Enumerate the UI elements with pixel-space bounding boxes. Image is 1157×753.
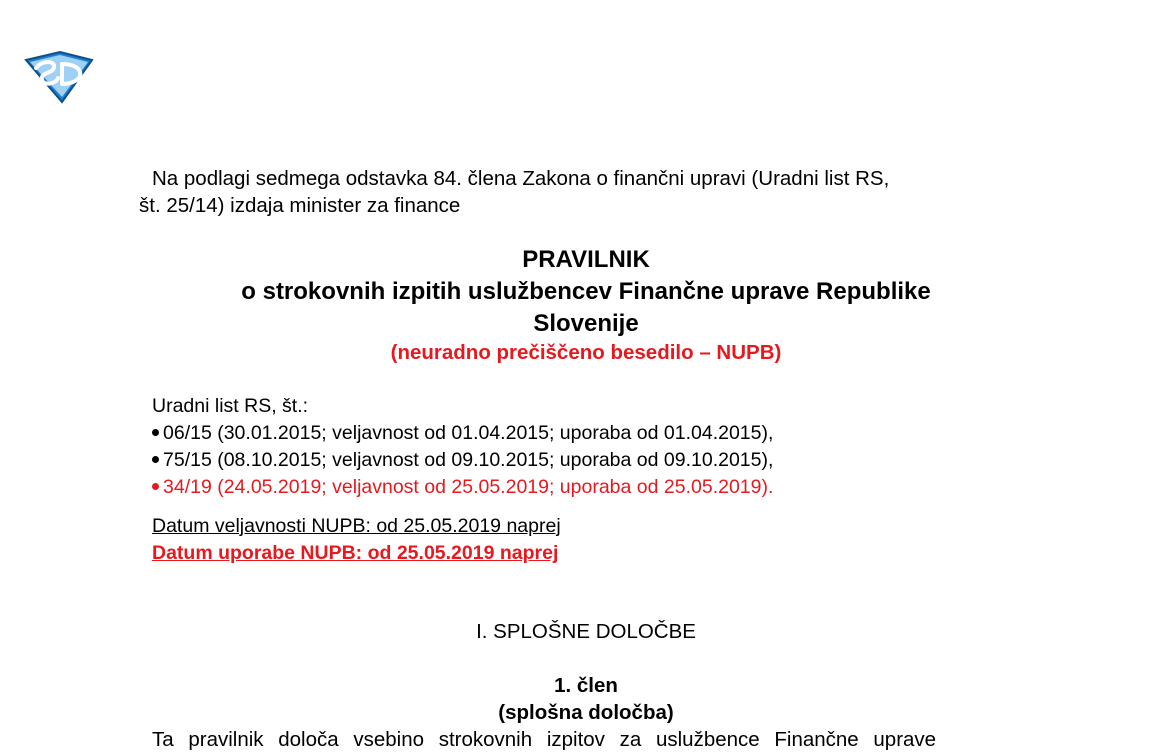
- gazette-heading: Uradni list RS, št.:: [152, 395, 309, 417]
- intro-line-2: št. 25/14) izdaja minister za finance: [139, 194, 461, 217]
- document-title: PRAVILNIK: [522, 246, 650, 273]
- application-date: Datum uporabe NUPB: od 25.05.2019 naprej: [152, 542, 559, 564]
- gazette-item: 75/15 (08.10.2015; veljavnost od 09.10.2015; uporaba od 09.10.2015),: [152, 447, 773, 474]
- document-title-line-3: Slovenije: [533, 310, 639, 337]
- article-text: Ta pravilnik določa vsebino strokovnih izpitov za uslužbence Finančne uprave: [152, 728, 937, 751]
- gazette-item: 34/19 (24.05.2019; veljavnost od 25.05.2019; uporaba od 25.05.2019).: [152, 474, 773, 501]
- bullet-icon: [152, 483, 159, 490]
- section-title: I. SPLOŠNE DOLOČBE: [476, 620, 696, 643]
- validity-date: Datum veljavnosti NUPB: od 25.05.2019 naprej: [152, 515, 561, 537]
- intro-line-1: Na podlagi sedmega odstavka 84. člena Zakona o finančni upravi (Uradni list RS,: [152, 167, 890, 190]
- sd-logo-icon: [22, 48, 96, 104]
- bullet-icon: [152, 429, 159, 436]
- article-number: 1. člen: [554, 674, 618, 697]
- document-title-line-2: o strokovnih izpitih uslužbencev Finančne uprave Republike: [241, 278, 931, 305]
- document-subtitle: (neuradno prečiščeno besedilo – NUPB): [390, 341, 782, 364]
- article-title: (splošna določba): [498, 701, 674, 724]
- gazette-item: 06/15 (30.01.2015; veljavnost od 01.04.2015; uporaba od 01.04.2015),: [152, 420, 773, 447]
- bullet-icon: [152, 456, 159, 463]
